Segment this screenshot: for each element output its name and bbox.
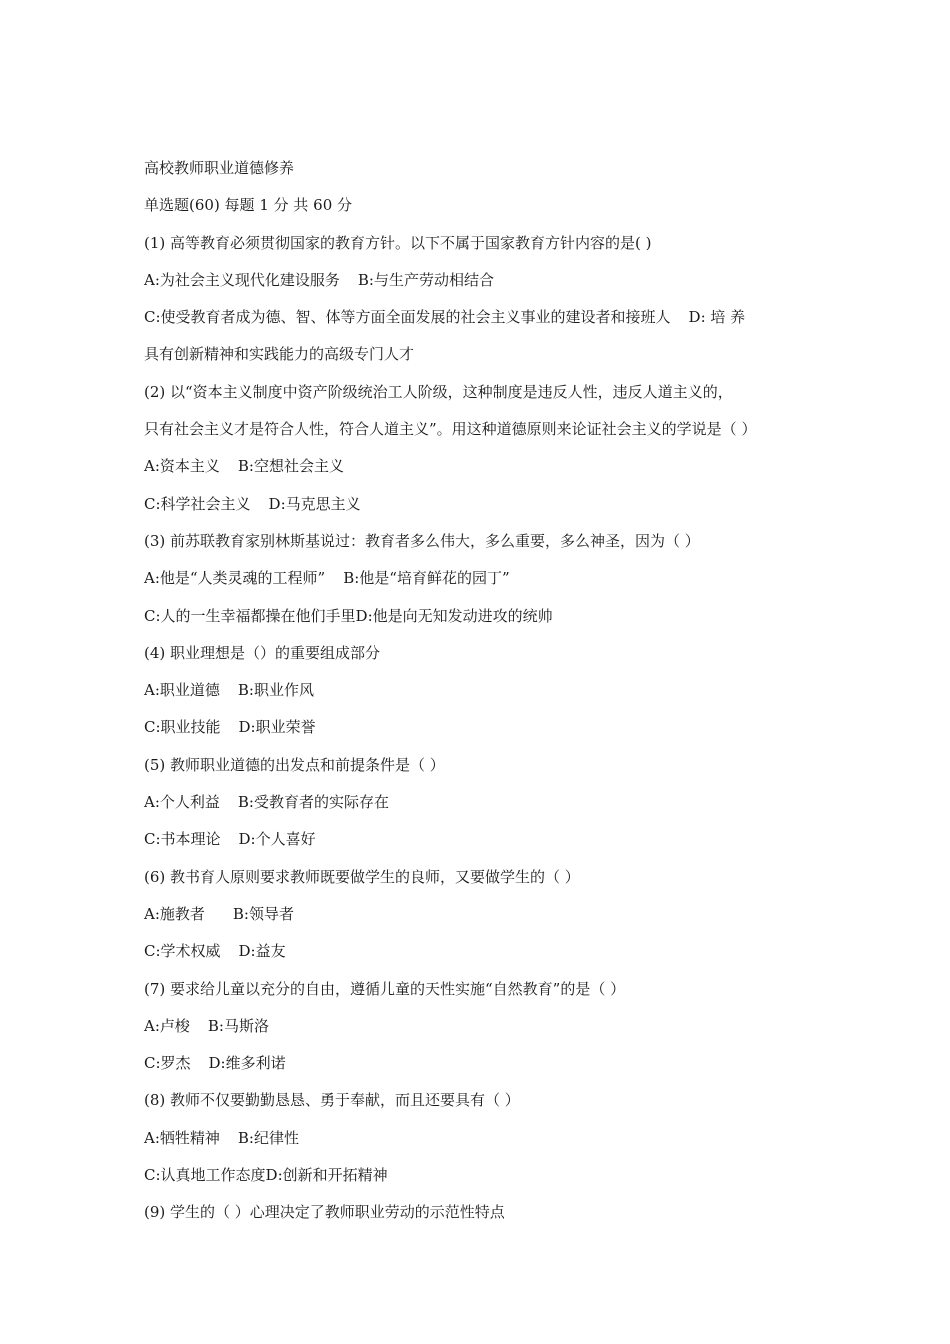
question-5-stem: (5) 教师职业道德的出发点和前提条件是（ ） [144, 755, 445, 774]
option-c: C:学术权威 [144, 942, 221, 961]
question-7-options-ab [144, 1016, 824, 1053]
question-2-options-cd [144, 494, 824, 531]
question-2-stem-line-1: (2) 以“资本主义制度中资产阶级统治工人阶级，这种制度是违反人性，违反人道主义的， [144, 382, 733, 401]
option-a: A:职业道德 [144, 681, 220, 700]
question-1-options-cd [144, 307, 824, 344]
question-1-stem: (1) 高等教育必须贯彻国家的教育方针。以下不属于国家教育方针内容的是( ) [144, 233, 652, 252]
question-4-stem: (4) 职业理想是（）的重要组成部分 [144, 643, 381, 662]
question-1-options-ab [144, 270, 824, 307]
question-3-options-ab [144, 568, 824, 605]
question-6-stem: (6) 教书育人原则要求教师既要做学生的良师，又要做学生的（ ） [144, 867, 580, 886]
option-d: D:个人喜好 [238, 830, 316, 849]
option-a: A:他是“人类灵魂的工程师” [144, 569, 326, 588]
option-c: C:人的一生幸福都操在他们手里 [144, 606, 356, 625]
section-heading: 单选题(60) 每题 1 分 共 60 分 [144, 196, 353, 215]
document-page [144, 158, 824, 1240]
question-4-options-cd [144, 717, 824, 754]
question-8-stem: (8) 教师不仅要勤勤恳恳、勇于奉献，而且还要具有（ ） [144, 1091, 520, 1110]
question-3-stem: (3) 前苏联教育家别林斯基说过：教育者多么伟大，多么重要，多么神圣，因为（ ） [144, 531, 700, 550]
option-a: A:资本主义 [144, 457, 220, 476]
question-8-options-cd [144, 1165, 824, 1202]
question-6-options-cd [144, 941, 824, 978]
option-a: A:施教者 [144, 904, 205, 923]
question-2-stem-line-2: 只有社会主义才是符合人性，符合人道主义”。用这种道德原则来论证社会主义的学说是（ ） [144, 420, 757, 439]
question-5-options-cd [144, 829, 824, 866]
question-8-options-ab [144, 1128, 824, 1165]
option-d: D:维多利诺 [208, 1054, 286, 1073]
option-c: C:罗杰 [144, 1054, 191, 1073]
question-1-option-d-continuation: 具有创新精神和实践能力的高级专门人才 [144, 345, 415, 364]
option-d: D:职业荣誉 [238, 718, 316, 737]
option-b: B:他是“培育鲜花的园丁” [343, 569, 510, 588]
option-a: A:为社会主义现代化建设服务 [144, 270, 340, 289]
option-b: B:与生产劳动相结合 [357, 270, 494, 289]
document-title: 高校教师职业道德修养 [144, 159, 295, 177]
question-3-options-cd [144, 606, 824, 643]
option-d: D: 培 养 [688, 308, 746, 327]
option-c: C:科学社会主义 [144, 494, 251, 513]
option-c: C:认真地工作态度 [144, 1166, 266, 1185]
question-7-stem: (7) 要求给儿童以充分的自由，遵循儿童的天性实施“自然教育”的是（ ） [144, 979, 626, 998]
option-d: D:马克思主义 [268, 494, 361, 513]
question-6-options-ab [144, 904, 824, 941]
option-c: C:使受教育者成为德、智、体等方面全面发展的社会主义事业的建设者和接班人 [144, 308, 671, 327]
option-a: A:牺牲精神 [144, 1128, 220, 1147]
option-b: B:纪律性 [237, 1128, 299, 1147]
option-b: B:领导者 [232, 904, 294, 923]
question-7-options-cd [144, 1053, 824, 1090]
option-b: B:职业作风 [237, 681, 314, 700]
option-a: A:卢梭 [144, 1016, 190, 1035]
question-9-stem: (9) 学生的（ ）心理决定了教师职业劳动的示范性特点 [144, 1203, 505, 1222]
option-c: C:书本理论 [144, 830, 221, 849]
option-d: D:他是向无知发动进攻的统帅 [355, 606, 553, 625]
option-b: B:马斯洛 [207, 1016, 269, 1035]
option-c: C:职业技能 [144, 718, 221, 737]
question-4-options-ab [144, 680, 824, 717]
option-b: B:受教育者的实际存在 [237, 793, 389, 812]
question-5-options-ab [144, 792, 824, 829]
option-d: D:益友 [238, 942, 286, 961]
option-d: D:创新和开拓精神 [265, 1166, 388, 1185]
option-b: B:空想社会主义 [237, 457, 344, 476]
option-a: A:个人利益 [144, 793, 220, 812]
question-2-options-ab [144, 456, 824, 493]
